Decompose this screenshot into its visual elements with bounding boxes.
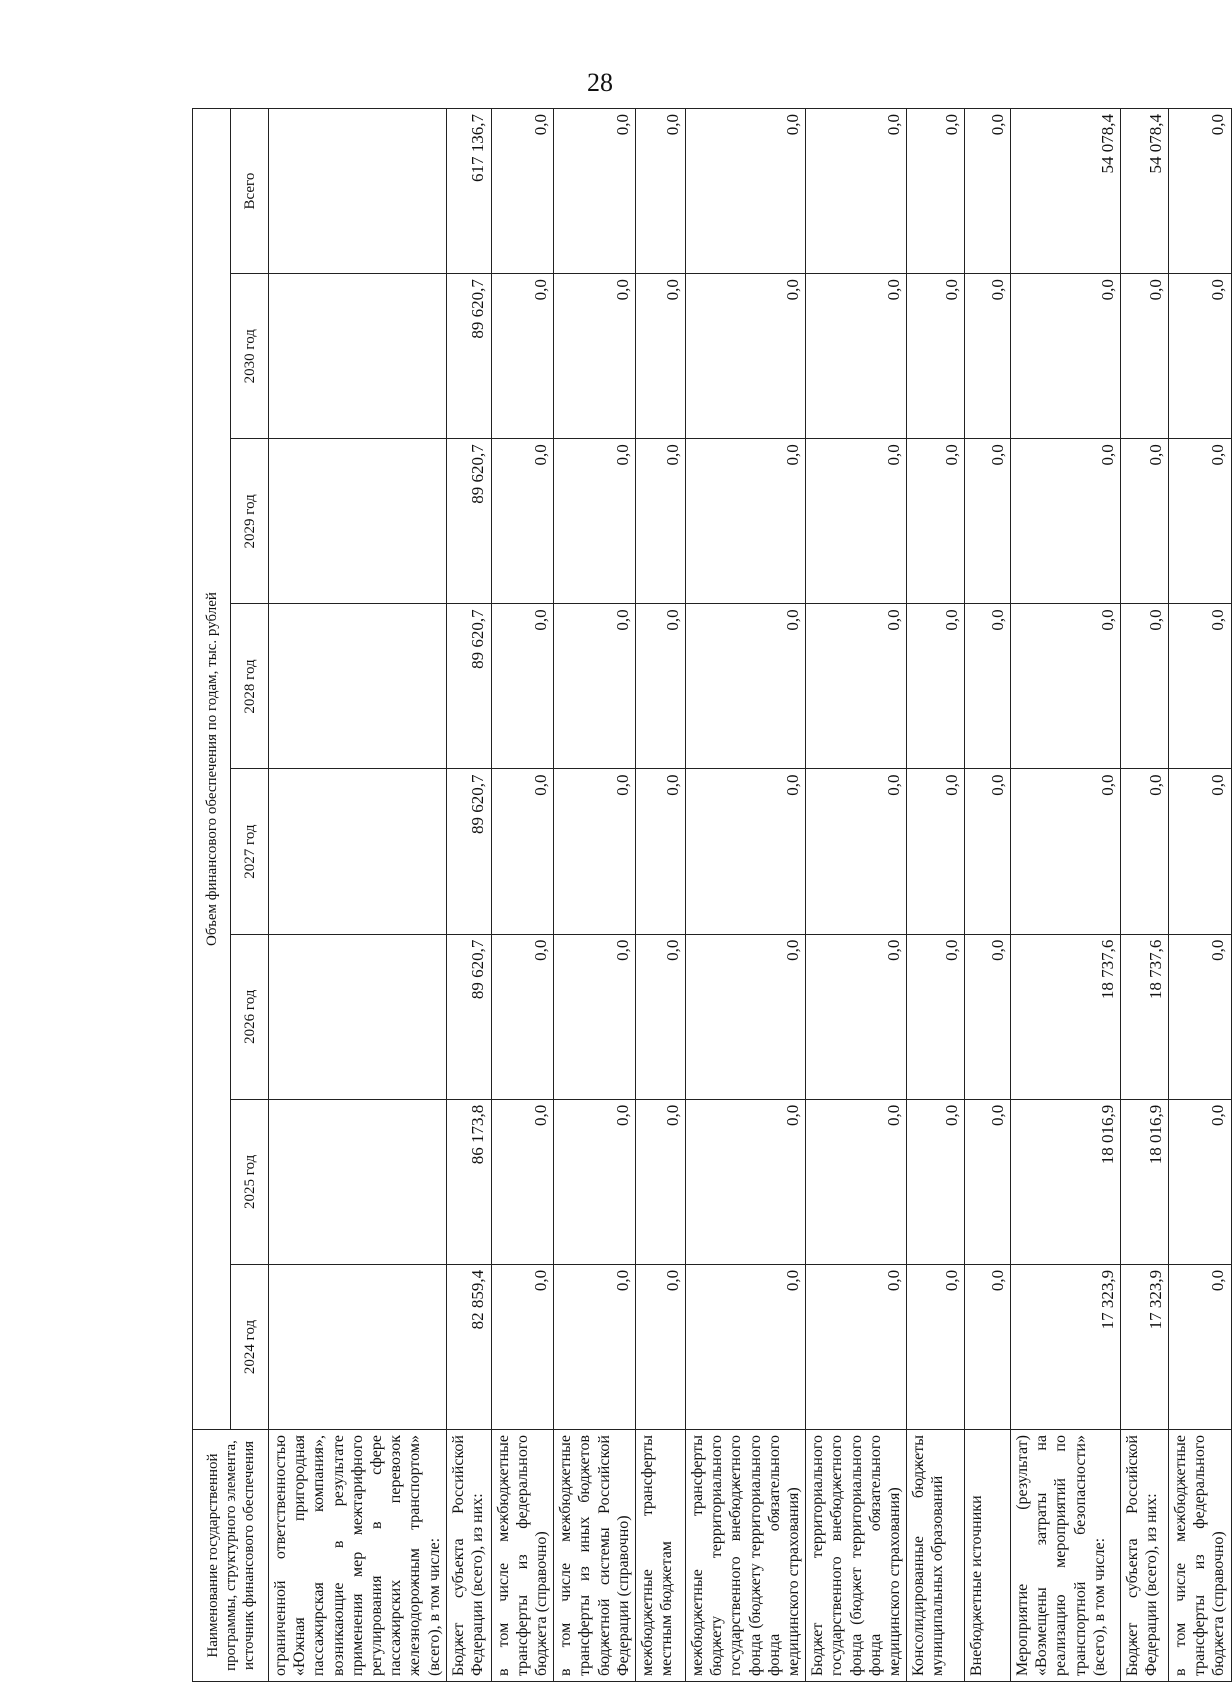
row-name: Бюджет субъекта Российской Федерации (всего), из них: <box>446 1430 491 1682</box>
row-year-value: 0,0 <box>1121 769 1169 934</box>
row-total-value: 0,0 <box>636 109 686 274</box>
row-year-value: 0,0 <box>491 604 554 769</box>
row-year-value: 0,0 <box>965 439 1011 604</box>
row-year-value: 0,0 <box>636 934 686 1099</box>
row-year-value: 0,0 <box>1121 274 1169 439</box>
row-year-value: 0,0 <box>491 274 554 439</box>
row-total-value: 0,0 <box>907 109 965 274</box>
row-year-value: 0,0 <box>1121 439 1169 604</box>
row-year-value: 0,0 <box>686 439 806 604</box>
row-year-value: 0,0 <box>1121 604 1169 769</box>
row-year-value: 0,0 <box>965 1264 1011 1429</box>
row-year-value: 0,0 <box>686 1264 806 1429</box>
row-year-value <box>269 1264 447 1429</box>
table-row <box>686 109 806 1682</box>
row-total-value: 54 078,4 <box>1121 109 1169 274</box>
row-year-value: 0,0 <box>965 604 1011 769</box>
row-year-value: 0,0 <box>907 1099 965 1264</box>
row-year-value: 89 620,7 <box>446 274 491 439</box>
row-year-value: 0,0 <box>554 604 636 769</box>
row-year-value: 0,0 <box>1169 1099 1232 1264</box>
row-year-value: 0,0 <box>636 274 686 439</box>
row-name: ограниченной ответственностью «Южная пригородная пассажирская компания», возникающие в результате применения мер межтарифного регулирования в сфере пассажирских перевозок железнодорожным транспортом» (всего), в том числе: <box>269 1430 447 1682</box>
header-year: 2024 год <box>231 1264 269 1429</box>
row-year-value: 89 620,7 <box>446 439 491 604</box>
row-year-value: 0,0 <box>686 1099 806 1264</box>
row-year-value <box>269 769 447 934</box>
row-year-value: 0,0 <box>1169 1264 1232 1429</box>
header-year: 2027 год <box>231 769 269 934</box>
row-year-value: 0,0 <box>1169 274 1232 439</box>
row-year-value: 0,0 <box>686 934 806 1099</box>
row-year-value: 0,0 <box>686 274 806 439</box>
row-year-value: 0,0 <box>806 1264 907 1429</box>
row-year-value: 0,0 <box>636 769 686 934</box>
row-year-value: 0,0 <box>686 769 806 934</box>
row-year-value: 0,0 <box>907 1264 965 1429</box>
row-year-value: 82 859,4 <box>446 1264 491 1429</box>
row-year-value: 0,0 <box>491 1099 554 1264</box>
row-year-value: 0,0 <box>806 274 907 439</box>
row-year-value: 0,0 <box>686 604 806 769</box>
row-name: в том числе межбюджетные трансферты из федерального бюджета (справочно) <box>1169 1430 1232 1682</box>
table-row <box>491 109 554 1682</box>
row-total-value: 54 078,4 <box>1011 109 1121 274</box>
row-year-value: 0,0 <box>1169 769 1232 934</box>
row-name: Бюджет субъекта Российской Федерации (всего), из них: <box>1121 1430 1169 1682</box>
table-row <box>1169 109 1232 1682</box>
row-year-value: 0,0 <box>491 934 554 1099</box>
row-year-value: 0,0 <box>907 274 965 439</box>
row-total-value: 0,0 <box>491 109 554 274</box>
row-year-value: 0,0 <box>907 769 965 934</box>
header-year: 2030 год <box>231 274 269 439</box>
row-year-value: 89 620,7 <box>446 934 491 1099</box>
row-year-value: 0,0 <box>1011 439 1121 604</box>
row-year-value: 0,0 <box>1011 604 1121 769</box>
row-year-value: 18 737,6 <box>1011 934 1121 1099</box>
page-number: 28 <box>587 68 613 97</box>
table-row <box>446 109 491 1682</box>
row-year-value: 89 620,7 <box>446 769 491 934</box>
row-year-value: 0,0 <box>1169 439 1232 604</box>
table-row <box>965 109 1011 1682</box>
row-year-value: 0,0 <box>636 604 686 769</box>
financing-table <box>192 108 1232 1682</box>
row-year-value: 0,0 <box>1011 274 1121 439</box>
row-year-value: 18 737,6 <box>1121 934 1169 1099</box>
table-row <box>907 109 965 1682</box>
row-total-value: 617 136,7 <box>446 109 491 274</box>
row-year-value: 0,0 <box>636 1099 686 1264</box>
row-name: в том числе межбюджетные трансферты из иных бюджетов бюджетной системы Российской Федерации (справочно) <box>554 1430 636 1682</box>
row-year-value: 0,0 <box>554 934 636 1099</box>
row-year-value: 0,0 <box>491 769 554 934</box>
row-year-value: 0,0 <box>554 1099 636 1264</box>
row-year-value: 0,0 <box>554 274 636 439</box>
row-year-value <box>269 439 447 604</box>
row-name: Бюджет территориального государственного внебюджетного фонда (бюджет территориального фонда обязательного медицинского страхования) <box>806 1430 907 1682</box>
header-year: 2029 год <box>231 439 269 604</box>
row-year-value: 0,0 <box>806 604 907 769</box>
row-year-value: 0,0 <box>907 439 965 604</box>
row-total-value: 0,0 <box>686 109 806 274</box>
row-year-value: 0,0 <box>491 1264 554 1429</box>
table-row <box>1011 109 1121 1682</box>
row-name: в том числе межбюджетные трансферты из федерального бюджета (справочно) <box>491 1430 554 1682</box>
row-year-value: 0,0 <box>965 1099 1011 1264</box>
row-year-value: 0,0 <box>1169 604 1232 769</box>
header-year: 2025 год <box>231 1099 269 1264</box>
row-year-value: 0,0 <box>806 769 907 934</box>
row-total-value: 0,0 <box>1169 109 1232 274</box>
row-year-value: 0,0 <box>1169 934 1232 1099</box>
row-year-value: 0,0 <box>806 439 907 604</box>
header-volume: Объем финансового обеспечения по годам, тыс. рублей <box>193 109 231 1430</box>
row-year-value: 18 016,9 <box>1011 1099 1121 1264</box>
row-year-value: 0,0 <box>636 1264 686 1429</box>
row-year-value: 0,0 <box>806 1099 907 1264</box>
header-year: 2028 год <box>231 604 269 769</box>
row-year-value: 17 323,9 <box>1121 1264 1169 1429</box>
row-year-value: 0,0 <box>554 769 636 934</box>
row-name: Консолидированные бюджеты муниципальных образований <box>907 1430 965 1682</box>
table-row <box>636 109 686 1682</box>
row-year-value <box>269 274 447 439</box>
row-name: межбюджетные трансферты бюджету территориального государственного внебюджетного фонда (бюджету территориального фонда обязательного медицинского страхования) <box>686 1430 806 1682</box>
header-year: 2026 год <box>231 934 269 1099</box>
table-row <box>269 109 447 1682</box>
row-year-value: 89 620,7 <box>446 604 491 769</box>
row-year-value: 0,0 <box>554 439 636 604</box>
row-year-value: 0,0 <box>806 934 907 1099</box>
row-year-value: 0,0 <box>965 274 1011 439</box>
row-year-value: 0,0 <box>636 439 686 604</box>
row-year-value <box>269 604 447 769</box>
table-row <box>806 109 907 1682</box>
header-name-column: Наименование государственной программы, структурного элемента, источник финансового обеспечения <box>193 1430 269 1682</box>
table-row <box>554 109 636 1682</box>
row-name: Внебюджетные источники <box>965 1430 1011 1682</box>
rotated-table-wrapper <box>192 108 1228 1682</box>
row-year-value: 0,0 <box>491 439 554 604</box>
row-year-value <box>269 1099 447 1264</box>
row-year-value: 86 173,8 <box>446 1099 491 1264</box>
row-year-value: 0,0 <box>554 1264 636 1429</box>
row-total-value <box>269 109 447 274</box>
row-total-value: 0,0 <box>554 109 636 274</box>
row-year-value <box>269 934 447 1099</box>
row-year-value: 0,0 <box>907 934 965 1099</box>
row-year-value: 0,0 <box>965 769 1011 934</box>
row-name: Мероприятие (результат) «Возмещены затраты на реализацию мероприятий по транспортной безопасности» (всего), в том числе: <box>1011 1430 1121 1682</box>
row-name: межбюджетные трансферты местным бюджетам <box>636 1430 686 1682</box>
row-total-value: 0,0 <box>965 109 1011 274</box>
table-row <box>1121 109 1169 1682</box>
row-year-value: 0,0 <box>965 934 1011 1099</box>
row-year-value: 17 323,9 <box>1011 1264 1121 1429</box>
row-year-value: 18 016,9 <box>1121 1099 1169 1264</box>
row-year-value: 0,0 <box>1011 769 1121 934</box>
header-total: Всего <box>231 109 269 274</box>
row-year-value: 0,0 <box>907 604 965 769</box>
row-total-value: 0,0 <box>806 109 907 274</box>
